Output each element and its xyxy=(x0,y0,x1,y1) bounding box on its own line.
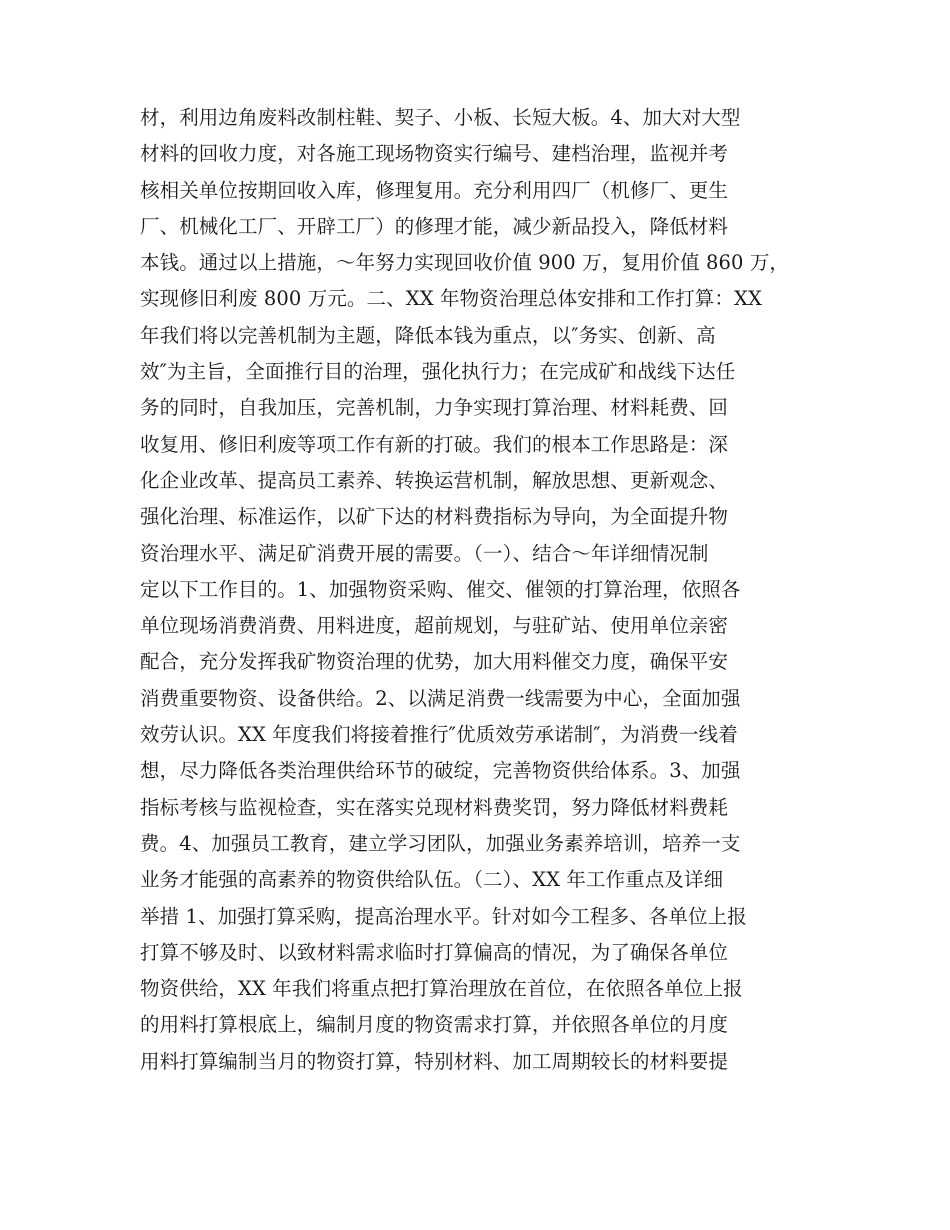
text-line-8: 效″为主旨，全面推行目的治理，强化执行力；在完成矿和战线下达任 xyxy=(140,360,736,384)
text-line-20: 指标考核与监视检查，实在落实兑现材料费奖罚，努力降低材料费耗 xyxy=(140,795,729,819)
text-line-14: 定以下工作目的。1、加强物资采购、催交、催领的打算治理，依照各 xyxy=(140,577,741,601)
text-line-3: 核相关单位按期回收入库，修理复用。充分利用四厂（机修厂、更生 xyxy=(140,178,729,202)
text-line-15: 单位现场消费消费、用料进度，超前规划，与驻矿站、使用单位亲密 xyxy=(140,614,729,638)
text-line-10: 收复用、修旧利废等项工作有新的打破。我们的根本工作思路是：深 xyxy=(140,432,729,456)
text-line-25: 物资供给，XX 年我们将重点把打算治理放在首位，在依照各单位上报 xyxy=(140,977,743,1001)
text-line-5: 本钱。通过以上措施，～年努力实现回收价值 900 万，复用价值 860 万， xyxy=(140,251,790,275)
text-line-27: 用料打算编制当月的物资打算，特别材料、加工周期较长的材料要提 xyxy=(140,1049,729,1073)
text-line-2: 材料的回收力度，对各施工现场物资实行编号、建档治理，监视并考 xyxy=(140,142,729,166)
text-line-17: 消费重要物资、设备供给。2、以满足消费一线需要为中心，全面加强 xyxy=(140,686,741,710)
text-line-16: 配合，充分发挥我矿物资治理的优势，加大用料催交力度，确保平安 xyxy=(140,650,729,674)
body-text xyxy=(140,100,820,1080)
text-line-23: 举措 1、加强打算采购，提高治理水平。针对如今工程多、各单位上报 xyxy=(140,904,747,928)
text-line-24: 打算不够及时、以致材料需求临时打算偏高的情况，为了确保各单位 xyxy=(140,940,729,964)
text-line-6: 实现修旧利废 800 万元。二、XX 年物资治理总体安排和工作打算：XX xyxy=(140,287,762,311)
text-line-21: 费。4、加强员工教育，建立学习团队，加强业务素养培训，培养一支 xyxy=(140,831,741,855)
text-line-13: 资治理水平、满足矿消费开展的需要。（一）、结合～年详细情况制 xyxy=(140,541,709,565)
text-line-1: 材，利用边角废料改制柱鞋、契子、小板、长短大板。4、加大对大型 xyxy=(140,106,741,129)
text-line-9: 务的同时，自我加压，完善机制，力争实现打算治理、材料耗费、回 xyxy=(140,396,729,420)
text-line-26: 的用料打算根底上，编制月度的物资需求打算，并依照各单位的月度 xyxy=(140,1013,729,1037)
text-line-22: 业务才能强的高素养的物资供给队伍。（二）、XX 年工作重点及详细 xyxy=(140,868,724,892)
text-line-12: 强化治理、标准运作，以矿下达的材料费指标为导向，为全面提升物 xyxy=(140,505,729,529)
text-line-18: 效劳认识。XX 年度我们将接着推行″优质效劳承诺制″，为消费一线着 xyxy=(140,723,738,747)
text-line-4: 厂、机械化工厂、开辟工厂）的修理才能，减少新品投入，降低材料 xyxy=(140,214,729,238)
text-line-19: 想，尽力降低各类治理供给环节的破绽，完善物资供给体系。3、加强 xyxy=(140,759,741,783)
text-line-11: 化企业改革、提高员工素养、转换运营机制，解放思想、更新观念、 xyxy=(140,468,729,492)
text-line-7: 年我们将以完善机制为主题，降低本钱为重点，以″务实、创新、高 xyxy=(140,323,716,347)
